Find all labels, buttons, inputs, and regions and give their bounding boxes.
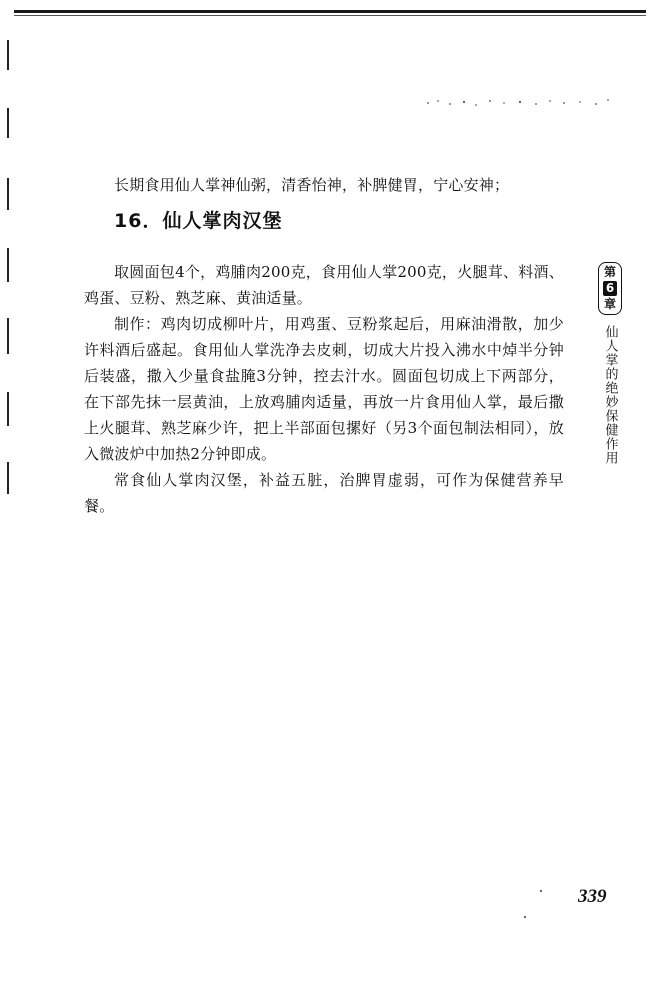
intro-line: 长期食用仙人掌神仙粥，清香怡神，补脾健胃，宁心安神；: [114, 176, 510, 194]
benefit-paragraph: 常食仙人掌肉汉堡，补益五脏，治脾胃虚弱，可作为保健营养早餐。: [84, 471, 564, 515]
section-body: [84, 259, 564, 519]
scan-dot: [540, 890, 542, 892]
section-heading: 16．仙人掌肉汉堡: [114, 210, 283, 232]
chapter-number: 6: [603, 281, 617, 296]
margin-mark: [7, 178, 9, 210]
chapter-title: 仙人掌的绝妙保健作用: [602, 325, 618, 465]
chapter-badge: [598, 262, 622, 315]
scan-dot: [524, 916, 526, 918]
chapter-prefix: 第: [603, 265, 616, 279]
chapter-suffix: 章: [603, 297, 616, 311]
margin-mark: [7, 108, 9, 138]
chapter-tab: [598, 262, 622, 465]
top-rule: [14, 10, 646, 13]
margin-mark: [7, 40, 9, 70]
method-paragraph: 制作：鸡肉切成柳叶片，用鸡蛋、豆粉浆起后，用麻油滑散，加少许料酒后盛起。食用仙人掌洗净去皮刺，切成大片投入沸水中焯半分钟后装盛，撒入少量食盐腌3分钟，控去汁水。圆面包切成上下两部分，在下部先抹一层黄油，上放鸡脯肉适量，再放一片食用仙人掌，最后撒上火腿茸、熟芝麻少许，把上半部面包摞好（另3个面包制法相同），放入微波炉中加热2分钟即成。: [84, 315, 564, 463]
margin-mark: [7, 318, 9, 354]
top-rule-thin: [14, 15, 646, 16]
margin-mark: [7, 462, 9, 494]
ingredients-paragraph: 取圆面包4个，鸡脯肉200克，食用仙人掌200克，火腿茸、料酒、鸡蛋、豆粉、熟芝麻、黄油适量。: [84, 263, 564, 307]
scan-speckles: [424, 93, 624, 109]
page-number: 339: [578, 886, 607, 907]
intro-text: [84, 172, 564, 198]
margin-mark: [7, 392, 9, 426]
margin-mark: [7, 248, 9, 282]
